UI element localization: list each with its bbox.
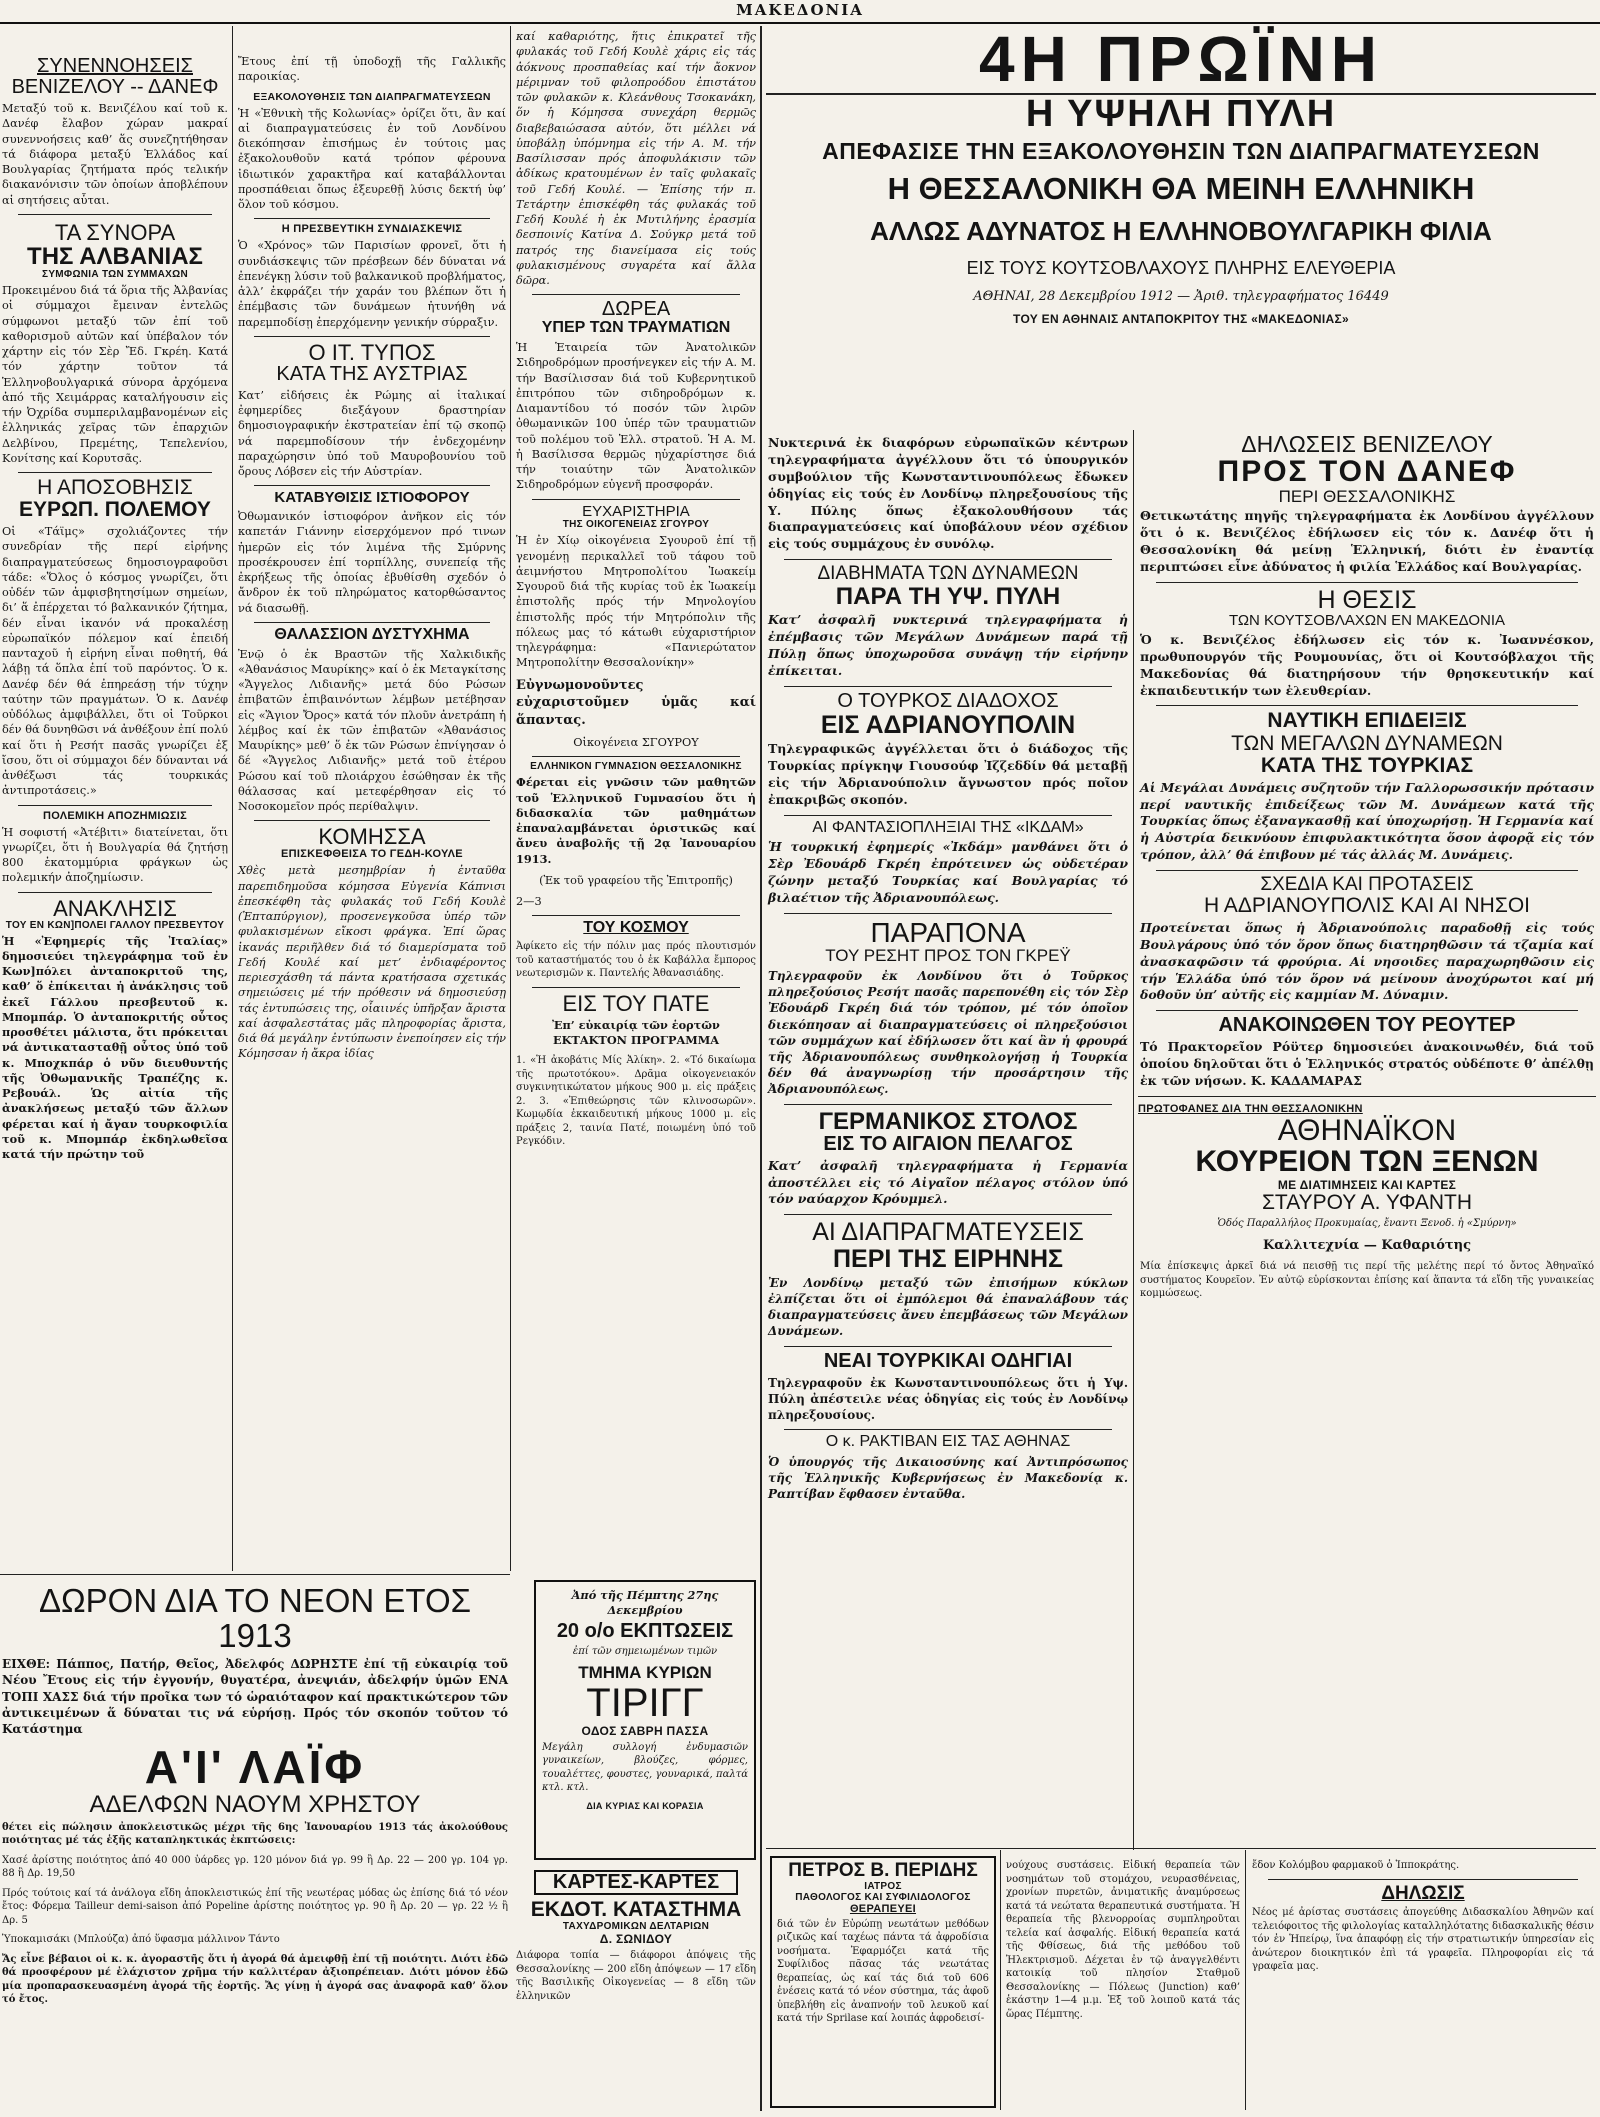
headline: ΑΝΑΚΟΙΝΩΘΕΝ ΤΟΥ ΡΕΟΥΤΕΡ	[1218, 1014, 1516, 1037]
headline: Η ΥΨΗΛΗ ΠΥΛΗ	[1025, 93, 1337, 136]
divider	[254, 485, 490, 486]
headline: Ο ΤΟΥΡΚΟΣ ΔΙΑΔΟΧΟΣ	[837, 689, 1059, 712]
banner-headline: ΔΩΡΟΝ ΔΙΑ ΤΟ ΝΕΟΝ ΕΤΟΣ 1913	[38, 1582, 472, 1654]
headline: ΑΙ ΦΑΝΤΑΣΙΟΠΛΗΞΙΑΙ ΤΗΣ «ΙΚΔΑΜ»	[812, 818, 1084, 836]
headline: ΣΥΝΕΝΝΟΗΣΕΙΣ	[37, 55, 193, 77]
headline: ΤΩΝ ΚΟΥΤΣΟΒΛΑΧΩΝ ΕΝ ΜΑΚΕΔΟΝΙΑ	[1228, 612, 1506, 630]
ad-text: Μεγάλη συλλογή ἐνδυμασιῶν γυναικείων, βλούζες, φόρμες, τουαλέττες, φουστες, γουναρικά, παλτά κτλ. κτλ.	[542, 1741, 748, 1794]
issue-dates: 2—3	[516, 895, 542, 909]
headline: ΓΕΡΜΑΝΙΚΟΣ ΣΤΟΛΟΣ	[818, 1107, 1078, 1135]
column-1	[0, 26, 230, 1571]
ad-headline: ΠΕΤΡΟΣ Β. ΠΕΡΙΔΗΣ	[788, 1860, 978, 1881]
ad-text: Καλλιτεχνία — Καθαριότης	[1262, 1237, 1472, 1253]
article-text: Προτείνεται ὅπως ἡ Ἀδριανούπολις παραδοθῇ εἰς τούς Βουλγάρους ὑπό τόν ὅρον ὅπως διατηρηθῶσιν τά τζαμία καί ἀνασκαφῶσιν τά φρούρια. Αἱ νησοιδες παραχωρηθῶσιν εἰς τήν Ἑλλάδα ὑπό τόν ὅρον νά μείνουν ἀνοχύρωτοι καί μή δοθοῦν ὑπ’ αὐτῆς εἰς καμμίαν Μ. Δύναμιν.	[1140, 919, 1594, 1003]
article-text: Τηλεγραφικῶς ἀγγέλλεται ὅτι ὁ διάδοχος τῆς Τουρκίας πρίγκηψ Γιουσούφ Ἰζζεδδίν θά μεταβῇ εἰς τήν Ἀδριανούπολιν ἄγνωστον πρός ποῖον ἐπακριβῶς σκοπόν.	[768, 741, 1128, 807]
banner-text: θέτει εἰς πώλησιν ἀποκλειστικῶς μέχρι τῆς 6ης Ἰανουαρίου 1913 τάς ἀκολούθους ποιότητας μέ τάς ἑξῆς καταπληκτικάς ἐκπτώσεις:	[2, 1821, 508, 1847]
divider	[784, 1429, 1112, 1430]
ad-headline: ΕΚΔΟΤ. ΚΑΤΑΣΤΗΜΑ	[530, 1898, 742, 1921]
divider	[532, 987, 740, 988]
headline: Ο κ. ΡΑΚΤΙΒΑΝ ΕΙΣ ΤΑΣ ΑΘΗΝΑΣ	[825, 1433, 1071, 1451]
headline: ΔΩΡΕΑ	[601, 298, 671, 321]
column-rule	[232, 26, 233, 1571]
headline: ΔΗΛΩΣΕΙΣ ΒΕΝΙΖΕΛΟΥ	[1241, 432, 1493, 457]
ad-text: ΠΡΩΤΟΦΑΝΕΣ ΔΙΑ ΤΗΝ ΘΕΣΣΑΛΟΝΙΚΗΝ	[1138, 1102, 1363, 1115]
headline: ΕΙΣ ΤΟ ΑΙΓΑΙΟΝ ΠΕΛΑΓΟΣ	[823, 1132, 1073, 1155]
ad-text: ΤΑΧΥΔΡΟΜΙΚΩΝ ΔΕΛΤΑΡΙΩΝ	[562, 1921, 710, 1933]
headline: ΑΝΑΚΛΗΣΙΣ	[53, 895, 177, 921]
headline: ΝΕΑΙ ΤΟΥΡΚΙΚΑΙ ΟΔΗΓΙΑΙ	[823, 1349, 1073, 1372]
headline: ΑΙ ΔΙΑΠΡΑΓΜΑΤΕΥΣΕΙΣ	[812, 1218, 1084, 1247]
headline: ΔΗΛΩΣΙΣ	[1381, 1882, 1465, 1904]
subheadline: ΤΗΣ ΟΙΚΟΓΕΝΕΙΑΣ ΣΓΟΥΡΟΥ	[562, 519, 710, 531]
divider	[766, 93, 1596, 95]
divider	[532, 294, 740, 295]
signature: (Ἐκ τοῦ γραφείου τῆς Ἐπιτροπῆς)	[539, 873, 733, 887]
divider	[254, 622, 490, 623]
article-text: ἔδον Κολόμβου φαρμακοῦ ὁ Ἱπποκράτης.	[1252, 1860, 1460, 1871]
ad-headline: ΑΘΗΝΑΪΚΟΝ	[1277, 1113, 1457, 1147]
article-text: Ἡ σοφιστή «Ἀτέβιτι» διατείνεται, ὅτι γνωρίζει, ὅτι ἡ Βουλγαρία θά ζητήσῃ 800 ἑκατομμύρια φράγκων ὡς πολεμικήν ἀποζημίωσιν.	[2, 825, 228, 885]
article-text: Τό Πρακτορεῖον Ρόϋτερ δημοσιεύει ἀνακοινωθέν, διά τοῦ ὁποίου δηλοῦται ὅτι ὁ Ἑλληνικός στρατός οὐδέποτε θ’ ἀπέλθῃ ἐκ τῶν νήσων. Κ. ΚΑΔΑΜΑΡΑΣ	[1140, 1039, 1594, 1089]
article-text: Ἐπ’ εὐκαιρίᾳ τῶν ἑορτῶν ΕΚΤΑΚΤΟΝ ΠΡΟΓΡΑΜΜΑ	[552, 1017, 720, 1048]
headline: ΠΑΡΑΠΟΝΑ	[870, 916, 1026, 948]
subheadline: ΤΟΥ ΕΝ ΚΩΝ]ΠΟΛΕΙ ΓΑΛΛΟΥ ΠΡΕΣΒΕΥΤΟΥ	[5, 919, 225, 931]
divider	[784, 1346, 1112, 1347]
headline: ΝΑΥΤΙΚΗ ΕΠΙΔΕΙΞΙΣ	[1267, 709, 1467, 733]
headline: ΑΛΛΩΣ ΑΔΥΝΑΤΟΣ Η ΕΛΛΗΝΟΒΟΥΛΓΑΡΙΚΗ ΦΙΛΙΑ	[870, 215, 1492, 246]
article-text: Ἡ ἐν Χίῳ οἰκογένεια Σγουροῦ ἐπί τῇ γενομένῃ περικαλλεῖ τοῦ τάφου τοῦ ἀειμνήστου Μητροπολίτου Ἰωακείμ Σγουροῦ διά τῆς κυρίας τοῦ ἐκ Ἰωακείμ ἐπιστολῆς πρός τήν Μηνολογίου ἐπιστολῆς πρός τήν Μητρόπολιν τῆς πόλεως μας τό κάτωθι εὐχαριστήριον τηλεγράφημα: «Πανιερώτατον Μητροπολίτην Θεσσαλονίκην»	[516, 534, 756, 670]
headline: ΤΟΥ ΚΟΣΜΟΥ	[583, 919, 689, 937]
banner-text: Ὑποκαμισάκι (Μπλούζα) ἀπό ὕφασμα μάλλινον Τάντο	[2, 1934, 280, 1946]
article-text: καί καθαριότης, ἥτις ἐπικρατεῖ τῆς φυλακάς τοῦ Γεδή Κουλὲ χάρις εἰς τάς ἀόκνους προσπαθείας καί τήν ἄοκνον μέριμναν τοῦ φιλοπροόδου ἐπιστάτου τῶν φυλακῶν κ. Κλεάνθους Τσοκανάκη, ὅν ἡ Κόμησσα συνεχάρη θερμῶς διαβεβαιώσασα αὐτόν, ὅτι μέλλει νά ὑποβάλῃ ὑπόμνημα εἰς τήν Α. Μ. τήν Βασίλισσαν πρός ἀποφυλάκισιν τῶν ἀδίκως κρατουμένων ἐν ταῖς φυλακαῖς τοῦ Γεδή Κουλέ. — Ἐπίσης τήν π. Τετάρτην ἐπισκέφθη τάς φυλακάς τοῦ Γεδή Κουλέ ἡ ἐκ Μυτιλήνης ἐρασμία δεσποινίς Κατίνα Δ. Σούγκρ μετά τοῦ πατρός της διανείμασα εἰς τούς φυλακισμένους συγαρέτα καί ἄλλα δῶρα.	[516, 30, 756, 287]
ad-headline: ΚΑΡΤΕΣ-ΚΑΡΤΕΣ	[534, 1870, 738, 1895]
column-5	[1138, 432, 1596, 1847]
column-rule	[1245, 1850, 1246, 2110]
article-text: Αἱ Μεγάλαι Δυνάμεις συζητοῦν τήν Γαλλορωσσικήν πρότασιν περί ναυτικῆς ἐπιδείξεως τῶν Μ. Δυνάμεων κατά τῆς Τουρκίας ὅπως ἐξαναγκασθῇ καί ὑποχωρήσῃ. Ἡ Γερμανία καί ἡ Αὐστρία δεικνύουν ἐπιφυλακτικότητα ὅσον ἀφορᾷ εἰς τόν τρόπον, ἀλλ’ θά ἐπιβουν μέ τάς ἀλλάς Μ. Δυνάμεις.	[1140, 779, 1594, 863]
column-rule	[760, 26, 762, 2111]
divider	[784, 686, 1112, 687]
article-text: Ὁ κ. Βενιζέλος ἐδήλωσεν εἰς τόν κ. Ἰωαννέσκον, πρωθυπουργόν τῆς Ρουμουνίας, ὅτι οἱ Κουτσόβλαχοι τῆς Μακεδονίας θά διατηρήσουν τήν θρησκευτικήν καί ἐκπαιδευτικήν των ἐλευθερίαν.	[1140, 631, 1594, 698]
subheadline: ΕΞΑΚΟΛΟΥΘΗΣΙΣ ΤΩΝ ΔΙΑΠΡΑΓΜΑΤΕΥΣΕΩΝ	[253, 90, 491, 103]
divider	[784, 1214, 1112, 1215]
ad-text: Ὁδός Παραλλήλος Προκυμαίας, ἔναντι Ξενοδ. ἡ «Σμύρνη»	[1217, 1218, 1517, 1230]
signature: Οἰκογένεια ΣΓΟΥΡΟΥ	[573, 736, 699, 750]
headline: ΠΑΡΑ ΤΗ ΥΨ. ΠΥΛΗ	[835, 583, 1061, 611]
headline: ΕΙΣ ΤΟΥΣ ΚΟΥΤΣΟΒΛΑΧΟΥΣ ΠΛΗΡΗΣ ΕΛΕΥΘΕΡΙΑ	[966, 258, 1396, 279]
article-text: Τηλεγραφοῦν ἐκ Λονδίνου ὅτι ὁ Τοῦρκος πληρεξούσιος Ρεσήτ πασᾶς παρεπονέθη εἰς τόν Σὲρ Ἐδουάρδ Γκρέη διά τόν τρόπον, μέ τόν ὁποῖον διεκόπησαν αἱ διαπραγματεύσεις οἱ πληρεξούσιοι τῶν συμμάχων καί ἐδήλωσεν ὅτι καί ἂν ἡ φρουρά τῆς Ἀδριανουπόλεως συνθηκολογήσῃ ἡ Τουρκία δέν θά ἀναγνωρίσῃ τήν προσάρτησιν τῆς Ἀδριανουπόλεως.	[768, 969, 1128, 1097]
headline: ΚΑΤΑ ΤΗΣ ΤΟΥΡΚΙΑΣ	[1260, 753, 1474, 777]
byline: ΤΟΥ ΕΝ ΑΘΗΝΑΙΣ ΑΝΤΑΠΟΚΡΙΤΟΥ ΤΗΣ «ΜΑΚΕΔΟΝΙΑΣ»	[1013, 311, 1349, 326]
advertisement-tirigg	[534, 1580, 756, 1860]
headline: ΤΑ ΣΥΝΟΡΑ	[54, 219, 176, 245]
banner-text: Πρός τούτοις καί τά ἀνάλογα εἴδη ἀποκλειστικώς ἐπί τῆς νεωτέρας μόδας ὡς ἐπίσης διά τό νέον ἔτος: Φόρεμα Tailleur demi-saison ἀπό Popeline ἀρίστης ποιότητος γρ. 90 ἢ Δρ. 20 — γρ. 22 ½ ἢ Δρ. 5	[2, 1887, 508, 1926]
divider	[784, 559, 1112, 560]
divider	[1268, 1879, 1578, 1880]
article-text: Ἐν Λονδίνῳ μεταξύ τῶν ἐπισήμων κύκλων ἐλπίζεται ὅτι οἱ ἐμπόλεμοι θά ἐπαναλάβουν τάς διαπραγματεύσεις ἄνευ ἐπεμβάσεως τῶν Μεγάλων Δυνάμεων.	[768, 1275, 1128, 1339]
ad-text: Ἀπό τῆς Πέμπτης 27ης Δεκεμβρίου	[571, 1588, 719, 1618]
ad-text: ΠΑΘΟΛΟΓΟΣ ΚΑΙ ΣΥΦΙΛΙΔΟΛΟΓΟΣ	[795, 1891, 971, 1903]
divider	[1138, 1096, 1596, 1097]
headline: ΤΩΝ ΜΕΓΑΛΩΝ ΔΥΝΑΜΕΩΝ	[1231, 731, 1503, 755]
column-4	[766, 432, 1130, 1847]
article-text: Φέρεται εἰς γνῶσιν τῶν μαθητῶν τοῦ Ἑλληνικοῦ Γυμνασίου ὅτι ἡ διδασκαλία τῶν μαθημάτων ἐπαναλαμβάνεται ὁριστικῶς καί ἄνευ ἀναβολῆς τῇ 2ᾳ Ἰανουαρίου 1913.	[516, 775, 756, 866]
advertisement-continued	[1004, 1856, 1242, 2108]
headline: Η ΘΕΣΙΣ	[1317, 585, 1417, 614]
article-text: Ὀθωμανικόν ἱστιοφόρον ἀνῆκον εἰς τόν καπετάν Γιάννην εἰσερχόμενον πρό τινων ἡμερῶν εἰς τόν λιμένα τῆς Σμύρνης προσέκρουσεν ἐπί τορπίλλης, συνεπείᾳ τῆς ἐκρήξεως τῆς ὁποίας ἐβυθίσθη σχεδόν ὁ ἄνδρον ἐκ τοῦ πληρώματος κατορθώσαντος νά διασωθῇ.	[238, 510, 506, 615]
divider	[18, 805, 212, 806]
divider	[784, 815, 1112, 816]
masthead: ΜΑΚΕΔΟΝΙΑ	[0, 0, 1600, 24]
article-text: Ἡ «Ἐθνικὴ τῆς Κολωνίας» ὁρίζει ὅτι, ἂν καί αἱ διαπραγματεύσεις ἐν τοῦ Λονδίνου διεκόπησαν ἐπισήμως ἐν τούτοις μας ἐξακολουθοῦν κατά τρόπον φέρουνα ἰδιωτικόν χαρακτῆρα καί καταβάλλονται προσπάθειαι ὅπως ἐξευρεθῇ λύσις δεκτή ὑφ’ ὅλον τοῦ κόσμου.	[238, 106, 506, 211]
headline: ΕΥΡΩΠ. ΠΟΛΕΜΟΥ	[19, 498, 211, 522]
article-text: Κατ’ ἀσφαλῆ νυκτερινά τηλεγραφήματα ἡ ἐπέμβασις τῶν Μεγάλων Δυνάμεων παρά τῇ Πύλῃ ὅπως ὑποχωροῦσα συνάψῃ τήν εἰρήνην ἐπίκειται.	[768, 612, 1128, 678]
article-text: Ἔτους ἐπί τῇ ὑποδοχῇ τῆς Γαλλικῆς παροικίας.	[238, 55, 506, 84]
article-text: Ἀφίκετο εἰς τήν πόλιν μας πρός πλουτισμόν τοῦ καταστήματός του ὁ ἐκ Καβάλλα ἔμπορος νεωτερισμῶν κ. Παντελής Ἀθανασιάδης.	[516, 941, 756, 980]
notice-column	[1250, 1856, 1596, 2108]
new-year-banner	[0, 1578, 510, 2112]
ad-headline: ΣΤΑΥΡΟΥ Α. ΥΦΑΝΤΗ	[1261, 1190, 1473, 1214]
banner-brand-sub: ΑΔΕΛΦΩΝ ΝΑΟΥΜ ΧΡΗΣΤΟΥ	[89, 1790, 421, 1818]
column-rule	[510, 26, 511, 1571]
subheadline: ΠΟΛΕΜΙΚΗ ΑΠΟΖΗΜΙΩΣΙΣ	[42, 809, 188, 822]
headline: ΕΥΧΑΡΙΣΤΗΡΙΑ	[582, 502, 690, 520]
article-text: Ἡ «Ἐφημερίς τῆς Ἰταλίας» δημοσιεύει τηλεγράφημα τοῦ ἐν Κων]πόλει ἀνταποκριτοῦ της, καθ’ ὅ ἐπίκειται ἡ ἀνάκλησις τοῦ ἐκεῖ Γάλλου πρεσβευτοῦ κ. Μπομπάρ. Ὁ ἀνταποκριτής οὗτος προσθέτει μάλιστα, ὅτι πρόκειται νά ἀντικατασταθῇ οὗτος ὑπό τοῦ κ. Μποχκπάρ ὁ νῦν διευθυντής τῆς Ὀθωμανικῆς Τραπέζης κ. Ρεβουάλ. Ὡς αἰτία τῆς ἀνακλήσεως μεταξύ τῶν ἄλλων φέρεται καί ἡ ἄγαν τουρκοφιλία τοῦ κ. Μπομπάρ ἐκδηλωθεῖσα κατά τήν πρώτην τοῦ	[2, 933, 228, 1162]
divider	[18, 214, 212, 215]
banner-text: Ἄς εἶνε βέβαιοι οἱ κ. κ. ἀγοραστῆς ὅτι ἡ ἀγορά θά ἀμειφθῇ ἐπί τῇ ποιότητι. Διότι ἐδῶ θά προσφέρουν μέ ἐλάχιστον χρῆμα τήν καλλιτέραν ἀξιοπρέπειαν. Διότι μόνον ἐδῶ μία προπαρασκευασμένη ἀγορά τῆς ἑορτῆς. Ἄς γίνῃ ἡ ἀγορά σας ἀναφορᾶ καθ’ ὅλον τό ἔτος.	[2, 1953, 508, 2006]
divider	[254, 336, 490, 337]
main-headline-block	[766, 26, 1596, 426]
ad-headline: ΤΜΗΜΑ ΚΥΡΙΩΝ	[578, 1663, 712, 1682]
subheadline: ΕΠΙΣΚΕΦΘΕΙΣΑ ΤΟ ΓΕΔΗ-ΚΟΥΛΕ	[281, 848, 463, 861]
divider	[1156, 870, 1578, 871]
subheadline: ΕΛΛΗΝΙΚΟΝ ΓΥΜΝΑΣΙΟΝ ΘΕΣΣΑΛΟΝΙΚΗΣ	[530, 761, 742, 773]
divider	[532, 756, 740, 757]
headline: ΠΕΡΙ ΘΕΣΣΑΛΟΝΙΚΗΣ	[1278, 486, 1456, 506]
divider	[1156, 1010, 1578, 1011]
divider	[784, 1104, 1112, 1105]
article-text: Ἡ Ἑταιρεία τῶν Ἀνατολικῶν Σιδηροδρόμων προσήνεγκεν εἰς τήν Α. Μ. τήν Βασίλισσαν διά τοῦ Κυβερνητικοῦ ἐπιτρόπου τῶν σιδηροδρόμων κ. Διαμαντίδου τό ποσόν τῶν λιρῶν ὀθωμανικῶν 100 ὑπέρ τῶν τραυματιῶν τοῦ πολέμου τοῦ Ἑλλ. στρατοῦ. Ἡ Α. Μ. ἡ Βασίλισσα θερμῶς ηὐχαρίστησε διά τήν τοιαύτην τῶν Ἀνατολικῶν Σιδηροδρόμων εὐγενῆ προσφοράν.	[516, 341, 756, 492]
headline: Η ΑΠΟΣΟΒΗΣΙΣ	[37, 476, 193, 500]
column-2	[236, 26, 508, 1571]
article-text: Χθὲς μετὰ μεσημβρίαν ἡ ἐνταῦθα παρεπιδημοῦσα κόμησσα Εὐγενία Κάπνισι ἐπεσκέφθη τὰς φυλακάς τοῦ Γεδή Κουλὲ (Ἐπταπύργιον), προσενεγκοῦσα ὑπέρ τῶν φυλακισμένων εἴκοσι φράγκα. Ἐπί ὥρας ἱκανάς περιῆλθεν διά τό διαμερίσματα τοῦ Γεδή Κουλέ καί μετ’ ἐνδιαφέροντος περιεσχάσθη τά πάντα κρατήσασα σχετικάς σημειώσεις μέ τήν πρόθεσιν νά δημοσιεύσῃ τάς ἐντυπώσεις της, οἷαιινές ὑπῆρξαν ἄριστα καί ἀσφαλεστάτας μᾶς πληροφορίας ἄριστα, διά θά μεγάλην ἐντύπωσιν ἐνεποίησεν εἰς τήν Κόμησσαν ἡ ἄκρα ἰδίας	[238, 864, 506, 1061]
ad-text: ΘΕΡΑΠΕΥΕΙ	[849, 1902, 917, 1915]
divider	[18, 892, 212, 893]
banner-brand: Α'Ι' ΛΑΪΦ	[144, 1741, 366, 1794]
headline: ΔΙΑΒΗΜΑΤΑ ΤΩΝ ΔΥΝΑΜΕΩΝ	[817, 563, 1079, 585]
column-rule	[1000, 1850, 1001, 2110]
headline: ΕΙΣ ΑΔΡΙΑΝΟΥΠΟΛΙΝ	[820, 710, 1076, 739]
headline: Η ΘΕΣΣΑΛΟΝΙΚΗ ΘΑ ΜΕΙΝΗ ΕΛΛΗΝΙΚΗ	[887, 171, 1475, 207]
divider	[254, 218, 490, 219]
article-text: Οἱ «Τάϊμς» σχολιάζοντες τήν συνεδρίαν τῆς περί εἰρήνης διαπραγματεύσεως δημοσιογραφοῦσι τάδε: «Ὅλος ὁ κόσμος γνωρίζει, ὅτι οὐδέν τῶν ἀμφισβητησίμων σημείων, δι’ ἅ ἐπέρχεται τό βαλκανικόν ζήτημα, δέν εἶναι ἱκανόν νά προκαλέσῃ εὐρωπαϊκόν πόλεμον καί ἐπειδή πανταχοῦ ἡ εἰρήνη εἶναι ποθητή, θά λάβῃ τά ὅπλα ἐπί τοῦ παρόντος. Ὁ κ. Δανέφ δέν θά ἐπηρεάσῃ τήν τύχην ταύτην τῶν πραγμάτων. Ὁ κ. Δανέφ οὐδόλως ἀμφιβάλλει, ὅτι οἱ Τοῦρκοι δέν θά δυνηθῶσι νά ἀνθέξουν ἐπί πολύ καί ὅτι ἡ Ρεσήτ πασᾶς γνωρίζει ἐξ ἴσου, ὅτι οἱ σύμμαχοι δέν δύνανται νά ἀνθέξωσι τάς τουρκικάς ἀντιπροτάσεις.»	[2, 525, 228, 798]
divider	[532, 915, 740, 916]
article-text: Θετικωτάτης πηγῆς τηλεγραφήματα ἐκ Λονδίνου ἀγγέλλουν ὅτι ὁ κ. Βενιζέλος ἐδήλωσεν εἰς τόν κ. Δανέφ ὅτι ἡ Θεσσαλονίκη θά μείνῃ Ἑλληνική, διότι ἐν ἐναντίᾳ περιπτώσει εἶνε ἀδύνατος ἡ φιλία Ἑλλάδος καί Βουλγαρίας.	[1140, 508, 1594, 575]
dateline: ΑΘΗΝΑΙ, 28 Δεκεμβρίου 1912 — Ἀριθ. τηλεγραφήματος 16449	[973, 288, 1389, 304]
ad-text: Μία ἐπίσκεψις ἀρκεῖ διά νά πεισθῇ τις περί τῆς μελέτης περί τό ὄντος Ἀθηναϊκό συστήματος Κουρεῖον. Ἐν αὐτῷ εὑρίσκονται ἐπίσης καί ἅπαντα τά εἴδη τῆς γυναικείας κομμώσεως.	[1140, 1261, 1594, 1300]
main-title: 4Η ΠΡΩΪΝΗ	[978, 26, 1384, 95]
ad-text: ΔΙΑ ΚΥΡΙΑΣ ΚΑΙ ΚΟΡΑΣΙΑ	[586, 1800, 704, 1811]
ad-text: Δ. ΣΩΝΙΔΟΥ	[599, 1932, 673, 1947]
ad-text: Διάφορα τοπία — διάφοροι ἀπόψεις τῆς Θεσσαλονίκης — 200 εἴδη ἀπόψεων — 17 εἴδη τῆς Βασιλικῆς Οἰκογενείας — 8 εἴδη τῶν ἑλληνικῶν	[516, 1950, 756, 2002]
ad-headline: ΚΟΥΡΕΙΟΝ ΤΩΝ ΞΕΝΩΝ	[1195, 1145, 1539, 1179]
article-text: Τηλεγραφοῦν ἐκ Κωνσταντινουπόλεως ὅτι ἡ Υψ. Πύλη ἀπέστειλε νέας ὁδηγίας εἰς τούς ἐν Λονδίνῳ πληρεξουσίους.	[768, 1375, 1128, 1422]
headline: Ο ΙΤ. ΤΥΠΟΣ	[308, 339, 436, 365]
column-rule	[1133, 430, 1134, 1850]
headline: Η ΑΔΡΙΑΝΟΥΠΟΛΙΣ ΚΑΙ ΑΙ ΝΗΣΟΙ	[1203, 893, 1531, 917]
article-text: Εὐγνωμονοῦντες εὐχαριστοῦμεν ὑμᾶς καί ἅπαντας.	[516, 677, 756, 728]
divider	[0, 1574, 510, 1575]
banner-text: Χασέ ἀρίστης ποιότητος ἀπό 40 000 ὑάρδες γρ. 120 μόνον διά γρ. 99 ἢ Δρ. 22 — 200 γρ. 104 γρ. 88 ἢ Δρ. 19,50	[2, 1854, 508, 1880]
headline: ΥΠΕΡ ΤΩΝ ΤΡΑΥΜΑΤΙΩΝ	[541, 319, 731, 337]
headline: ΑΠΕΦΑΣΙΣΕ ΤΗΝ ΕΞΑΚΟΛΟΥΘΗΣΙΝ ΤΩΝ ΔΙΑΠΡΑΓΜΑΤΕΥΣΕΩΝ	[822, 138, 1540, 165]
article-text: Μεταξύ τοῦ κ. Βενιζέλου καί τοῦ κ. Δανέφ ἔλαβον χώραν μακραί συνεννοήσεις καθ’ ἅς συνεζητήθησαν τά διάφορα μεταξύ Ἑλλάδος καί Βουλγαρίας ζητήματα πρός τελικήν διακανόνισιν τῶν ὁποίων ἀποβλέπουν αἱ σητήσεις αὗται.	[2, 102, 228, 207]
ad-text: διά τῶν ἐν Εὐρώπῃ νεωτάτων μεθόδων ριζικῶς καί ταχέως πάντα τά ἀφροδίσια νοσήματα. Ἐφαρμόζει κατά τῆς Συφίλιδος πᾶσας τάς νεωτάτας θεραπείας, ὡς καί τάς διά τοῦ 606 ἐνέσεις κατά τό νέον σύστημα, τάς ἀφοῦ ὑπεβλήθη εἰς ἀναπνοήν τοῦ λευκοῦ καί κατά τήν Sprilase καί λοιπάς ἀφροδεισί-	[777, 1918, 989, 2025]
headline: ΣΧΕΔΙΑ ΚΑΙ ΠΡΟΤΑΣΕΙΣ	[1260, 874, 1474, 895]
ad-text: ΜΕ ΔΙΑΤΙΜΗΣΕΙΣ ΚΑΙ ΚΑΡΤΕΣ	[1277, 1177, 1457, 1192]
headline: ΚΑΤΑΒΥΘΙΣΙΣ ΙΣΤΙΟΦΟΡΟΥ	[274, 489, 470, 507]
article-text: Νυκτερινά ἐκ διαφόρων εὐρωπαϊκῶν κέντρων τηλεγραφήματα ἀγγέλλουν ὅτι τό ὑπουργικόν συμβούλιον τῆς Κωνσταντινουπόλεως ἔδωκεν ὁδηγίας εἰς τούς ἐν Λονδίνῳ πληρεξουσίους τῆς Υ. Πύλης ὅπως ἐξακολουθήσουν τάς διαπραγματεύσεις καί ὑποβάλουν νέον σχέδιον εἰς τούς συμμάχους ἐν συνόλῳ.	[768, 435, 1128, 552]
headline: ΚΟΜΗΣΣΑ	[318, 824, 426, 850]
ad-text: ΙΑΤΡΟΣ	[864, 1880, 902, 1892]
column-3	[514, 26, 758, 1571]
headline: ΕΙΣ ΤΟΥ ΠΑΤΕ	[562, 990, 710, 1016]
article-text: Ἡ τουρκική ἐφημερίς «Ἰκδάμ» μανθάνει ὅτι ὁ Σὲρ Ἐδουάρδ Γκρέη ἐπρότεινεν ὡς οὐδετέραν ζώνην μεταξύ Τουρκίας καί Βουλγαρίας τό βιλαέτιον τῆς Ἀδριανουπόλεως.	[768, 839, 1128, 905]
advertisement-peridis	[770, 1856, 996, 2108]
subheadline: ΣΥΜΦΩΝΙΑ ΤΩΝ ΣΥΜΜΑΧΩΝ	[42, 269, 188, 281]
headline: ΠΕΡΙ ΤΗΣ ΕΙΡΗΝΗΣ	[832, 1244, 1064, 1273]
divider	[1156, 705, 1578, 706]
article-text: Ὁ ὑπουργός τῆς Δικαιοσύνης καί Ἀντιπρόσωπος τῆς Ἑλληνικῆς Κυβερνήσεως ἐν Μακεδονίᾳ κ. Ραπτίβαν ἔφθασεν ἐνταῦθα.	[768, 1454, 1128, 1502]
article-text: Κατ’ εἰδήσεις ἐκ Ρώμης αἱ ἰταλικαί ἐφημερίδες διεξάγουν δραστηρίαν δημοσιογραφικήν ἐκστρατείαν ἐπί τῷ σκοπῷ νά παρεμποδίσουν τήν ἐνδεχομένην παραχώρησιν ὑπό τοῦ Μαυροβουνίου τοῦ ὄρους Λόβσεν εἰς τήν Αὐστρίαν.	[238, 388, 506, 479]
headline: ΤΟΥ ΡΕΣΗΤ ΠΡΟΣ ΤΟΝ ΓΚΡΕΫ	[825, 946, 1071, 966]
divider	[254, 820, 490, 821]
article-text: Ἐνῷ ὁ ἐκ Βραστῶν τῆς Χαλκιδικῆς «Ἀθανάσιος Μαυρίκης» καί ὁ ἐκ Μεταγκίτσης «Ἄγγελος Λιδιανῆς» μετά δύο Ρώσων ἐπιβατῶν ἐπιβαινόντων λέμβων μετέβησαν εἰς «Ἅγιον Ὄρος» κατά τόν πλοῦν ἀνετράπη ἡ λέμβος καί ἐκ τῶν ἐπιβατῶν «Ἀθανάσιος Μαυρίκης» μεθ’ ὅ ἐκ τῶν Ρώσων ἐπνίγησαν ὁ δέ «Ἄγγελος Λιδιανῆς» μετά τοῦ ἑτέρου Ρώσου καί τοῦ πλοιάρχου ἐσώθησαν ἐκ τῆς θάλασσας καί μετεφέρθησαν εἰς τό Νοσοκομεῖον πρός περίθαλψιν.	[238, 647, 506, 814]
divider	[766, 1848, 1596, 1849]
advertisement-cards	[514, 1866, 758, 2111]
headline: ΤΗΣ ΑΛΒΑΝΙΑΣ	[27, 242, 203, 270]
ad-text: ἐπί τῶν σημειωμένων τιμῶν	[572, 1645, 718, 1657]
banner-text: ΕΙΧΘΕ: Πάππος, Πατήρ, Θεῖος, Ἀδελφός ΔΩΡΗΣΤΕ ἐπί τῇ εὐκαιρίᾳ τοῦ Νέου Ἔτους εἰς τήν ἐγγονήν, θυγατέρα, ἀνεψιάν, ἀδελφήν ὑμῶν ΕΝΑ ΤΟΠΙ ΧΑΣΣ διά τήν προῖκα των τό ὡραιόταφον καί πρακτικώτερον τῶν ἀντικειμένων ἅ δύναται τις νά εὑρήσῃ. Πρός τόν σκοπόν τοῦτον τό Κατάστημα	[2, 1657, 508, 1737]
headline: ΒΕΝΙΖΕΛΟΥ -- ΔΑΝΕΦ	[11, 76, 219, 98]
headline: ΚΑΤΑ ΤΗΣ ΑΥΣΤΡΙΑΣ	[276, 362, 468, 385]
ad-headline: 20 ο/ο ΕΚΠΤΩΣΕΙΣ	[556, 1619, 734, 1642]
divider	[18, 472, 212, 473]
divider	[532, 499, 740, 500]
ad-text: ΟΔΟΣ ΣΑΒΡΗ ΠΑΣΣΑ	[581, 1723, 709, 1738]
subheadline: Η ΠΡΕΣΒΕΥΤΙΚΗ ΣΥΝΔΙΑΣΚΕΨΙΣ	[281, 223, 463, 236]
ad-text: νούχους συστάσεις. Εἰδική θεραπεία τῶν νοσημάτων τοῦ στομάχου, νευρασθένειας, χρονίων πυρετῶν, ἀνιματικῆς ἀναμύρσεως κατά τά νεώτατα θεραπευτικά συστήματα. Ἡ θεραπεία τῆς βλενορροίας συμπληροῦται τελεία καί ἀσφαλής. Εἰδική θεραπεία κατά τῆς Φθίσεως, διά τῆς μεθόδου τοῦ Ἠλεκτρισμοῦ. Δέχεται ἐν τῷ ἀναγγελθέντι κατοικίᾳ τοῦ πλησίον Σταθμοῦ Θεσσαλονίκης — Πόλεως (Junction) καθ’ ἑκάστην 1—4 μ.μ. Ἐξ τοῦ λοιποῦ κατά τάς ὥρας Πέμπτης.	[1006, 1860, 1240, 2020]
divider	[784, 913, 1112, 914]
headline: ΠΡΟΣ ΤΟΝ ΔΑΝΕΦ	[1217, 455, 1517, 489]
divider	[1156, 582, 1578, 583]
article-text: Προκειμένου διά τά ὅρια τῆς Ἀλβανίας οἱ σύμμαχοι ἔμειναν ἐντελῶς σύμφωνοι μεταξύ τῶν ἐπί τοῦ καθορισμοῦ αὐτῶν καί ὑπέβαλον τόν χάρτην εἰς τόν Σὲρ Ἔδ. Γκρέη. Κατά τόν χάρτην τοῦτον τά Ἑλληνοβουλγαρικά σύνορα ἀρχόμενα ἀπό τῆς Χειμάρρας καταλήγουσιν εἰς τήν Ὀχρίδα συμπεριλαμβανομένων εἰς ἑλληνικάς χεῖρας τῶν ἐπαρχιῶν Δελβίνου, Πρεμέτης, Τεπελενίου, Κονίτσης καί Κορυτσᾶς.	[2, 284, 228, 465]
article-text: Νέος μέ ἀρίστας συστάσεις ἀπογεύθης Διδασκαλίου Ἀθηνῶν καί τελειόφοιτος τῆς φιλολογίας καταλληλότατης διδασκαλικῆς θέσιν τόν ἐν Ἡπείρῳ, ἵνα ἀπαφόφῃ εἰς τήν στρατιωτικήν ὑπηρεσίαν εἰς ἀνώτερον διοικητικόν ἐπὶ τά γραφεῖα. Πληροφορίαι εἰς τά γραφεῖα μας.	[1252, 1907, 1594, 1973]
article-text: Κατ’ ἀσφαλῆ τηλεγραφήματα ἡ Γερμανία ἀποστέλλει εἰς τό Αἰγαῖον πέλαγος στόλον ὑπό τόν ναύαρχον Κρόυμμελ.	[768, 1157, 1128, 1207]
article-text: Ὁ «Χρόνος» τῶν Παρισίων φρονεῖ, ὅτι ἡ συνδιάσκεψις τῶν πρέσβεων δέν δύναται νά ἐπενέγκῃ λύσιν τοῦ βαλκανικοῦ προβλήματος, ἀλλ’ ἐκφράζει τήν χαράν του βλέπων ὅτι ἡ ἐπέμβασις τῶν δυνάμεων ἠτυνήθη νά παρεμποδίσῃ ἐπερχόμενην γενικήν σύρραξιν.	[238, 239, 506, 329]
ad-headline: ΤΙΡΙΓΓ	[586, 1680, 704, 1725]
article-text: 1. «Ἡ ἀκοβάτις Μίς Ἀλίκη». 2. «Τό δικαίωμα τῆς πρωτοτόκου». Δρᾶμα οἰκογενειακόν συγκινητικώτατον μήκους 900 μ. εἰς πράξεις 2. 3. «Ἐπιθεώρησις τῶν κλινοσωρῶν». Κωμῳδία ἐκκαιδευτική μήκους 1000 μ. εἰς πράξεις 2, ταινία Πατέ, ποιωμένη ὑπό τοῦ Ρεγκόδιν.	[516, 1055, 756, 1148]
headline: ΘΑΛΑΣΣΙΟΝ ΔΥΣΤΥΧΗΜΑ	[274, 625, 470, 643]
